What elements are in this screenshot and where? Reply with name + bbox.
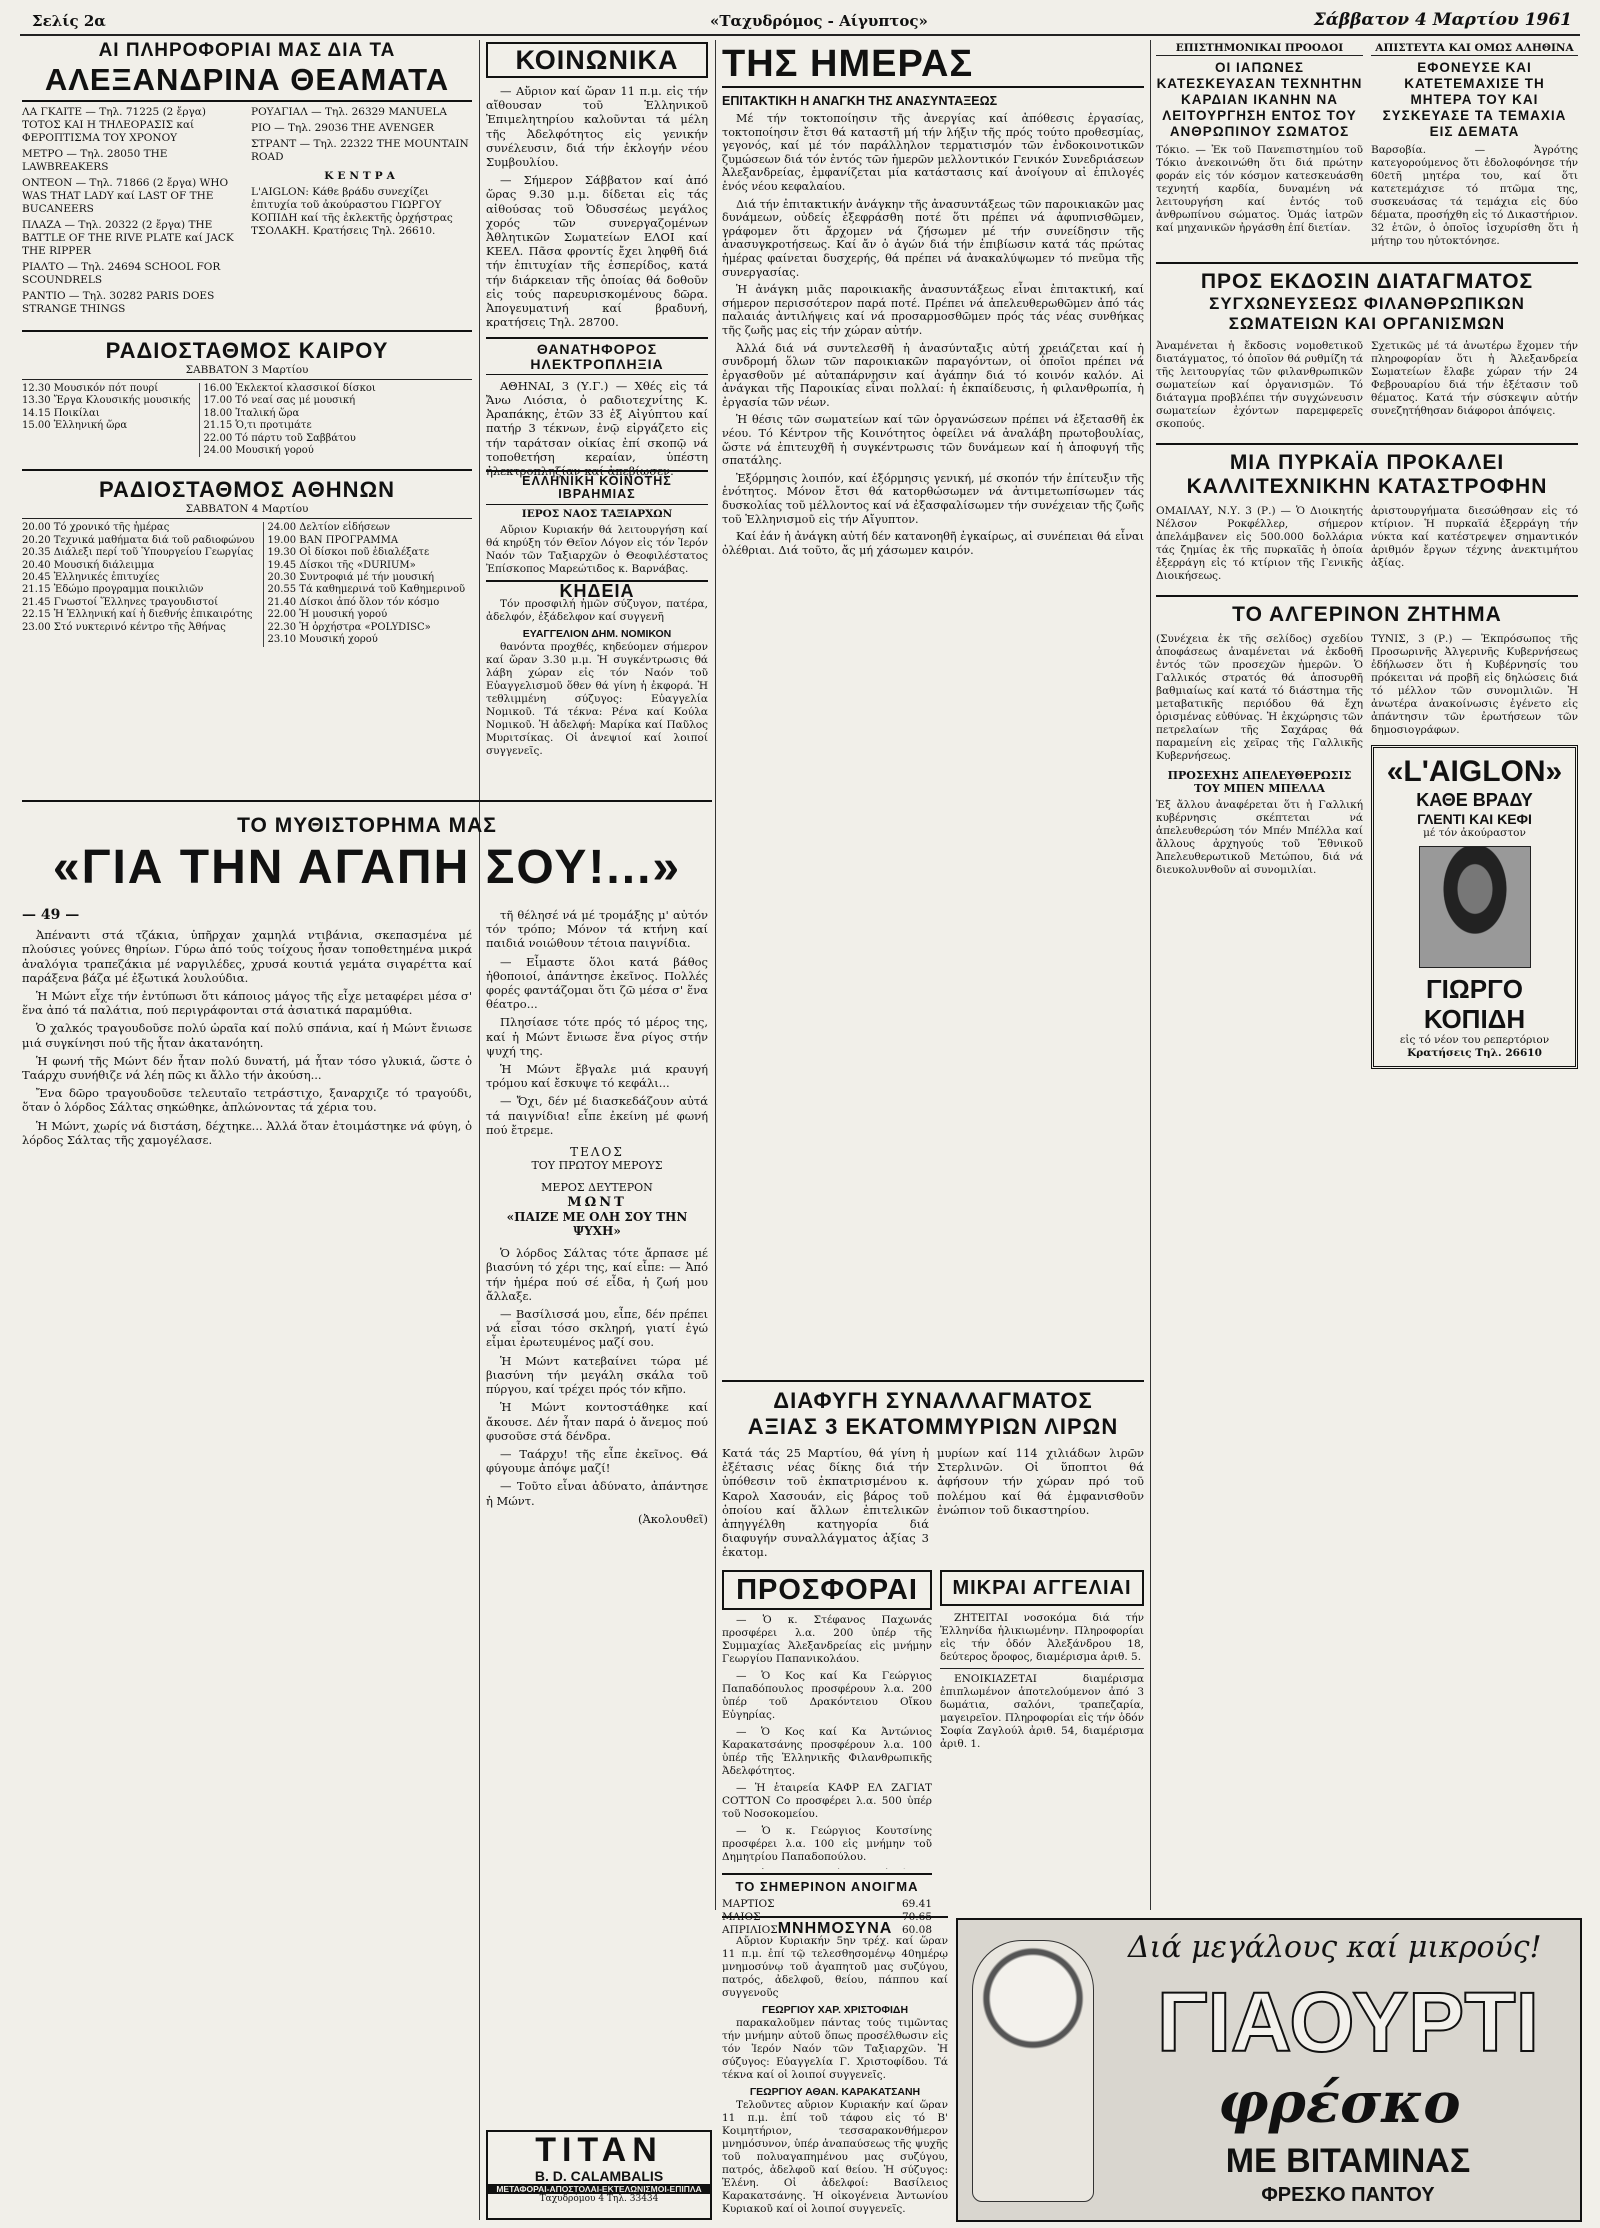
column-divider [715,40,716,1910]
editorial-title: ΤΗΣ ΗΜΕΡΑΣ [722,42,1144,88]
social-paragraph: — Αὔριον καί ὥραν 11 π.μ. εἰς τήν αἴθουσαν τοῦ Ἑλληνικοῦ Ἐπιμελητηρίου καλοῦνται τά μέλη τῆς Ἀδελφότητος εἰς γενικήν συνέλευσιν, διά τήν ἐκλογήν νέου Συμβουλίου. [486,84,708,170]
deal-subtitle: ΑΞΙΑΣ 3 ΕΚΑΤΟΜΜΥΡΙΩΝ ΛΙΡΩΝ [747,1414,1119,1439]
cinema-header-big: ΑΛΕΞΑΝΔΡΙΝΑ ΘΕΑΜΑΤΑ [22,62,472,102]
novel-paragraph: — Εἶμαστε ὅλοι κατά βάθος ἠθοποιοί, ἀπάντησε ἐκεῖνος. Πολλές φορές φαντάζομαι ὅτι ζῶ μέσα σ' ἕνα θέατρο... [486,954,708,1012]
kentra-title: ΚΕΝΤΡΑ [324,170,399,182]
yogurt-brand: φρέσκο [1218,2070,1461,2136]
kentra-text: L'AIGLON: Κάθε βράδυ συνεχίζει ἐπιτυχία τοῦ ἀκούραστου ΓΙΩΡΓΟΥ ΚΟΠΙΔΗ καί τῆς ἐκλεκτῆς ὀρχήστρας ΤΣΟΛΑΚΗ. Κρατήσεις Τηλ. 26610. [251,186,453,237]
novel-paragraph: — Βασίλισσά μου, εἶπε, δέν πρέπει νά εἶσαι τόσο σκληρή, γιατί ἐγώ εἶμαι ἐρωτευμένος μαζί σου. [486,1307,708,1350]
issue-date: Σάββατον 4 Μαρτίου 1961 [1313,10,1572,30]
funeral-name: ΕΥΑΓΓΕΛΙΟΝ ΔΗΜ. ΝΟΜΙΚΟΝ [522,628,672,640]
schedule-item: 19.45 Δίσκοι τῆς «DURIUM» [267,559,416,571]
offer-item: — Ὁ Κος καί Κα Γεώργιος Παπαδόπουλος προσφέρουν λ.α. 200 ὑπέρ τοῦ Δρακόντειου Οἴκου Εὐγηρίας. [722,1670,932,1721]
schedule-item: 19.30 Οἱ δίσκοι ποῦ ἐδιαλέξατε [267,547,430,559]
yogurt-name: ΓΙΑΟΥΡΤΙ [1157,1975,1539,2069]
schedule-item: 21.40 Δίσκοι ἀπό ὅλον τόν κόσμο [267,596,440,608]
editorial-paragraph: Ἐξόρμησις λοιπόν, καί ἐξόρμησις γενική, μέ σκοπόν τήν ἐπίτευξιν τῆς ἑνότητος. Μόνον ἔτσι θά κατορθώσωμεν νά ἀντιμετωπίσωμεν τάς δυσκολίας τοῦ μέλλοντος καί νά ἐξασφαλίσωμεν τήν συνέχειαν τῆς ζωῆς τοῦ Ἑλληνισμοῦ εἰς τήν Αἴγυπτον. [722,471,1144,526]
algeria-text-right: ΤΥΝΙΣ, 3 (Ρ.) — Ἐκπρόσωπος τῆς Προσωρινῆς Ἀλγερινῆς Κυβερνήσεως ἐδήλωσεν ὅτι ἡ Κυβέρνησίς του πρόκειται νά προβῆ εἰς δηλώσεις διά τό μέλλον τῶν συνομιλιῶν. Ἡ ἀνωτέρα ἀνακοίνωσις ἐγένετο εἰς ἀπάντησιν τῶν ἐρωτήσεων τῶν δημοσιογράφων. [1371,633,1578,736]
row-name: ΑΠΡΙΛΙΟΣ [722,1924,778,1936]
cinema-entry: ΛΑ ΓΚΑΙΤΕ — Τηλ. 71225 (2 ἔργα) ΤΟΤΟΣ ΚΑΙ Η ΤΗΛΕΟΡΑΣΙΣ καί ΦΕΡΟΠΤΙΣΜΑ ΤΟΥ ΧΡΟΝΟΥ [22,106,206,144]
aiglon-new: εἰς τό νέον του ρεπερτόριον [1399,1034,1550,1046]
science-title: ΟΙ ΙΑΠΩΝΕΣ ΚΑΤΕΣΚΕΥΑΣΑΝ ΤΕΧΝΗΤΗΝ ΚΑΡΔΙΑΝ ΙΚΑΝΗΝ ΝΑ ΛΕΙΤΟΥΡΓΗΣΗ ΕΝΤΟΣ ΤΟΥ ΑΝΘΡΩΠΙΝΟΥ ΣΩΜΑΤΟΣ [1156,60,1363,139]
ibraimia-title: ΕΛΛΗΝΙΚΗ ΚΟΙΝΟΤΗΣ ΙΒΡΑΗΜΙΑΣ [486,470,708,505]
schedule-item: 24.00 Δελτίον εἰδήσεων [267,522,391,534]
classified-item: ΖΗΤΕΙΤΑΙ νοσοκόμα διά τήν Ἑλληνίδα ἡλικιωμένην. Πληροφορίαι εἰς τήν ὁδόν Ἀλεξάνδρου 18, δεύτερος ὄροφος, διαμέρισμα ἀριθ. 5. [940,1612,1144,1669]
cinema-entry: ΣΤΡΑΝΤ — Τηλ. 22322 THE MOUNTAIN ROAD [251,138,469,163]
baby-illustration [972,1940,1094,2202]
yogurt-tagline: Διά μεγάλους καί μικρούς! [1128,1930,1542,1965]
offers-list [722,1614,932,1869]
novel-paragraph: Ἡ Μώντ κοντοστάθηκε καί ἄκουσε. Δέν ἦταν παρά ὁ ἄνεμος πού φυσοῦσε στά δένδρα. [486,1400,708,1443]
column-divider [1150,40,1151,1910]
schedule-item: 23.00 Στό νυκτερινό κέντρο τῆς Ἀθήνας [22,621,226,633]
deal-title: ΔΙΑΦΥΓΗ ΣΥΝΑΛΛΑΓΜΑΤΟΣ [722,1380,1144,1414]
novel-paragraph: Ἡ Μώντ εἶχε τήν ἐντύπωσι ὅτι κάποιος μάγος τῆς εἶχε μεταφέρει μέσα σ' ἕνα ἀπό τά παλάτια, πού περιγράφονται στά ἀσιατικά παραμύθια. [22,989,472,1018]
editorial-paragraph: Καί ἐάν ἡ ἀνάγκη αὐτή δέν κατανοηθῆ ἐγκαίρως, αἱ συνέπειαι θά εἶναι ὀλέθριαι. Διά τοῦτο, ἄς μή χάσωμεν καιρόν. [722,530,1144,557]
novel-paragraph: τῆ θέλησέ νά μέ τρομάξης μ' αὐτόν τόν τρόπο; Μόνον τά κτήνη καί παιδιά νοιώθουν τέτοια παιγνίδια. [486,908,708,951]
radio-athens-schedule [22,522,472,646]
radio-athens-right [263,522,466,646]
cinema-list-right [251,106,472,316]
column-divider [479,40,480,2220]
fire-text [1156,505,1578,583]
aiglon-with: μέ τόν ἀκούραστον [1423,827,1526,839]
radio-cairo-date: ΣΑΒΒΑΤΟΝ 3 Μαρτίου [22,364,472,380]
radio-athens-title: ΡΑΔΙΟΣΤΑΘΜΟΣ ΑΘΗΝΩΝ [22,469,472,503]
radio-cairo-schedule [22,383,472,457]
row-value: 69.41 [901,1898,932,1910]
science-label: ΕΠΙΣΤΗΜΟΝΙΚΑΙ ΠΡΟΟΔΟΙ [1156,42,1363,56]
editorial-paragraph: Ἀλλά διά νά συντελεσθῆ ἡ ἀνασύνταξις αὐτή χρειάζεται καί ἡ συνδρομή ὅλων τῶν παροικιακῶν παραγόντων, οἱ ὁποῖοι πρέπει νά ἐργασθοῦν μέ αὐταπάρνησιν καί ἀγάπην διά τό κοινόν καλόν. Αἱ ἀνάγκαι τῆς Παροικίας εἶναι πολλαί: ἡ ἐκπαίδευσις, ἡ φιλανθρωπία, ἡ ἐργασία τῶν νέων. [722,341,1144,409]
titan-company: B. D. CALAMBALIS [534,2168,664,2184]
novel-number: — 49 — [22,908,80,923]
editorial-subtitle: ΕΠΙΤΑΚΤΙΚΗ Η ΑΝΑΓΚΗ ΤΗΣ ΑΝΑΣΥΝΤΑΞΕΩΣ [722,94,998,108]
decree-title: ΠΡΟΣ ΕΚΔΟΣΙΝ ΔΙΑΤΑΓΜΑΤΟΣ [1156,262,1578,294]
yogurt-vitamins: ΜΕ ΒΙΤΑΜΙΝΑΣ [1225,2142,1471,2180]
aiglon-phone: Κρατήσεις Τηλ. 26610 [1407,1047,1542,1059]
part-subtitle: «ΠΑΙΖΕ ΜΕ ΟΛΗ ΣΟΥ ΤΗΝ ΨΥΧΗ» [506,1209,688,1239]
titan-name: TITAN [535,2131,663,2169]
funeral-text: Τόν προσφιλή ἡμῶν σύζυγον, πατέρα, ἀδελφόν, ἐξάδελφον καί συγγενῆ [486,598,708,623]
memorial-text-3: Τελοῦντες αὔριον Κυριακήν καί ὥραν 11 π.μ. ἐπί τοῦ τάφου εἰς τό Β' Κοιμητήριον, τεσσαρακονθήμερον μνημόσυνον, ὑπέρ ἀναπαύσεως τῆς ψυχῆς τοῦ πολυαγαπημένου μας συζύγου, πατρός, ἀδελφοῦ καί θείου. Ἡ σύζυγος: Ἑλένη. Οἱ ἀδελφοί: Βασίλειος Καρακατσάνης. Ἡ οἰκογένεια Ἀντωνίου Κυριακοῦ καί οἱ λοιποί συγγενεῖς. [722,2099,948,2215]
deal-text-left: Κατά τάς 25 Μαρτίου, θά γίνη ἡ ἐξέτασις νέας δίκης διά τήν ὑπόθεσιν τοῦ ἐκπατρισμένου κ. Καρολ Χασουάν, εἰς βάρος τοῦ ὁποίου καί ἄλλων ἐπιτελικῶν ἀπηγγέλθη κατηγορία διά διαφυγήν συναλλάγματος ἀξίας 3 ἑκατομ. [722,1446,929,1560]
column-4 [722,42,1144,1362]
part-name: ΜΩΝΤ [567,1194,627,1210]
schedule-item: 16.00 Ἐκλεκτοί κλασσικοί δίσκοι [203,383,376,394]
science-text: Τόκιο. — Ἐκ τοῦ Πανεπιστημίου τοῦ Τόκιο ἀνεκοινώθη ὅτι διά πρώτην φοράν εἰς τόν κόσμον κατεσκευάσθη τεχνητή καρδία, δυναμένη νά λειτουργήση καί ἐντός τοῦ ἀνθρωπίνου σώματος. Ὁμάς ἰατρῶν καί μηχανικῶν ἠργάσθη ἐπί διετίαν. [1156,144,1363,234]
science-block [1156,42,1363,248]
offer-item: — Ὁ κ. Γεώργιος Κουτσίνης προσφέρει λ.α. 100 εἰς μνήμην τοῦ Δημητρίου Παπαδοπούλου. [722,1825,932,1863]
radio-cairo-left [22,383,191,457]
cinema-entry: ΡΙΟ — Τηλ. 29036 THE AVENGER [251,122,434,134]
row-value: 60.08 [901,1924,932,1936]
odd-news-block [1371,42,1578,248]
aiglon-artist: ΓΙΩΡΓΟ ΚΟΠΙΔΗ [1423,974,1526,1034]
row-name: ΜΑΙΟΣ [722,1911,761,1923]
ibraimia-text: Αὔριον Κυριακήν θά λειτουργήση καί θά κηρύξη τόν Θεῖον Λόγον εἰς τόν Ἱερόν Ναόν τῶν Ταξιαρχῶν ὁ Θεοφιλέστατος Ἐπίσκοπος Μαρεώτιδος κ. Βαρνάβας. [486,524,708,575]
schedule-item: 18.00 Ἰταλική ὥρα [203,407,300,419]
algeria-section: ΠΡΟΣΕΧΗΣ ΑΠΕΛΕΥΘΕΡΩΣΙΣ ΤΟΥ ΜΠΕΝ ΜΠΕΛΛΑ [1167,769,1352,795]
yogurt-slogan: ΦΡΕΣΚΟ ΠΑΝΤΟΥ [1261,2184,1435,2206]
schedule-item: 23.10 Μουσική χορού [267,634,378,646]
masthead [20,6,1580,36]
fire-title: ΜΙΑ ΠΥΡΚΑΪΑ ΠΡΟΚΑΛΕΙ [1156,443,1578,475]
deal-block [722,1380,1144,1560]
row-name: ΜΑΡΤΙΟΣ [722,1898,775,1910]
offer-item: — Ἡ ἑταιρεία ΚΑΦΡ ΕΛ ΖΑΓΙΑΤ COTTON Co προσφέρει λ.α. 500 ὑπέρ τοῦ Νοσοκομείου. [722,1782,932,1820]
fire-text-left: ΟΜΑΙΛΑΥ, Ν.Υ. 3 (Ρ.) — Ὁ Διοικητής Νέλσον Ροκφέλλερ, σήμερον ἀπελάμβανεν εἰς 500.000 δολλάρια τάς ζημίας ἐκ τῆς πυρκαϊᾶς ἡ ὁποία ἐξερράγη εἰς τό κτίριον τῆς Γενικῆς Διοικήσεως. [1156,505,1363,582]
algeria-title: ΤΟ ΑΛΓΕΡΙΝΟΝ ΖΗΤΗΜΑ [1156,595,1578,627]
novel-paragraph: — Τοῦτο εἶναι ἀδύνατο, ἀπάντησε ἡ Μώντ. [486,1479,708,1508]
algeria-left [1156,633,1363,1069]
table-row [722,1898,932,1911]
notices-col3 [486,470,708,795]
schedule-item: 20.40 Μουσική διάλειμμα [22,559,155,571]
decree-subtitle: ΣΥΓΧΩΝΕΥΣΕΩΣ ΦΙΛΑΝΘΡΩΠΙΚΩΝ ΣΩΜΑΤΕΙΩΝ ΚΑΙ ΟΡΓΑΝΙΣΜΩΝ [1209,294,1525,333]
radio-athens-left [22,522,255,646]
novel-paragraph: — Ταάρχυ! τῆς εἶπε ἐκεῖνος. Θά φύγουμε ἀπόψε μαζί! [486,1446,708,1476]
schedule-item: 20.00 Τό χρονικό τῆς ἡμέρας [22,522,170,534]
paper-name: «Ταχυδρόμος - Αίγυπτος» [710,12,928,30]
novel-header [22,800,712,898]
schedule-item: 20.55 Τά καθημερινά τοῦ Καθημερινοῦ [267,584,466,596]
cinema-header-small: ΑΙ ΠΛΗΡΟΦΟΡΙΑΙ ΜΑΣ ΔΙΑ ΤΑ [98,40,396,61]
algeria-right [1371,633,1578,1069]
titan-services: ΜΕΤΑΦΟΡΑΙ-ΑΠΟΣΤΟΛΑΙ-ΕΚΤΕΛΩΝΙΣΜΟΙ-ΕΠΙΠΛΑ [488,2184,710,2194]
decree-text [1156,340,1578,431]
novel-paragraph: Ἀπέναντι στά τζάκια, ὑπῆρχαν χαμηλά ντιβάνια, σκεπασμένα μέ πλούσιες γούνες θηρίων. Γύρω ἀπό τούς τοίχους ἦσαν τοποθετημένα μικρά ἀναλόγια τραπεζάκια μέ ναργιλέδες, χρυσά κουτιά γεμάτα σιγαρέττα καί παράξενα βάζα μέ ἐξωτικά λουλούδια. [22,928,472,985]
fire-subtitle: ΚΑΛΛΙΤΕΧΝΙΚΗΝ ΚΑΤΑΣΤΡΟΦΗΝ [1186,475,1548,498]
schedule-item: 13.30 Ἔργα Κλουσικής μουσικής [22,395,191,407]
cinema-entry: ΡΑΝΤΙΟ — Τηλ. 30282 PARIS DOES STRANGE THINGS [22,290,215,315]
aiglon-name: «L'AIGLON» [1386,755,1563,788]
offer-item: — Ὁ κ. Στέφανος Παχωνάς προσφέρει λ.α. 200 ὑπέρ τῆς Συμμαχίας Ἀλεξανδρείας εἰς μνήμην Γεωργίου Παπανικολάου. [722,1614,932,1665]
schedule-item: 19.00 ΒΑΝ ΠΡΟΓΡΑΜΜΑ [267,534,399,546]
algeria-row [1156,633,1578,1069]
odd-news-text: Βαρσοβία. — Ἀγρότης κατεγορούμενος ὅτι ἐδολοφόνησε τήν 60ετῆ μητέρα του, καί ὅτι κατετεμάχισε τό πτῶμα της, συσκευάσας τά τεμάχια εἰς δύο δέματα, προσήχθη εἰς τό Δικαστήριον. 32 ἐτῶν, ὁ ὁποῖος ἰσχυρίσθη ὅτι ἡ μήτηρ του ηὐτοκτόνησε. [1371,144,1578,247]
funeral-title: ΚΗΔΕΙΑ [486,580,708,598]
aiglon-ad [1371,745,1578,1069]
editorial-paragraph: Μέ τήν τοκτοποίησιν τῆς ἀνεργίας καί ἀπόθεσις ἐργασίας, τοκτοποίησιν ἔτσι θά καταστῆ μή τήν λήξιν τῆς πρός τούτο προθεσμίας, γεγονός, καί μέ τόν παράλληλον τερματισμόν τῶν ἐνδοκοινοτικῶν ζυμώσεων διά τόν ἐντός τῶν ἡμερῶν μελλοντικόν Γενικόν Συνεδριάσεων Ἀλεξανδρείας, ἐμφανίζεται μία κατάστασις καί ἀνοίγουν αἱ ἐπιλογές ἑνός νέου κεφαλαίου. [722,112,1144,193]
row-value: 70.65 [901,1911,932,1923]
novel-paragraph: Ἡ Μώντ ἔβγαλε μιά κραυγή τρόμου καί ἔσκυψε τό κεφάλι... [486,1062,708,1091]
funeral-text-2: θανόντα προχθές, κηδεύομεν σήμερον καί ὥραν 3.30 μ.μ. Ἡ συγκέντρωσις θά λάβη χώραν εἰς τόν Ναόν τοῦ Εὐαγγελισμοῦ ὅθεν θά γίνη ἡ ἐκφορά. Ἡ τεθλιμμένη σύζυγος: Εὐαγγελία Νομικοῦ. Τά τέκνα: Ρένα καί Κούλα Νομικοῦ. Ἡ ἀδελφή: Μαρίκα καί Παῦλος Μυριτσίκας. Οἱ ἀνεψιοί καί λοιποί συγγενεῖς. [486,641,708,757]
schedule-item: 21.15 Ἐδώμο προγραμμα ποικιλιῶν [22,584,204,596]
deal-text [722,1446,1144,1560]
schedule-item: 15.00 Ἑλληνική ὥρα [22,420,128,432]
singer-photo [1419,846,1531,968]
schedule-item: 20.35 Διάλεξι περί τοῦ Ὑπουργείου Γεωργίας [22,547,254,559]
cinema-entry: ΡΟΥΑΓΙΑΛ — Τηλ. 26329 MANUELA [251,106,447,118]
science-odd-row [1156,42,1578,248]
schedule-item: 21.45 Γνωστοί Ἕλληνες τραγουδιστοί [22,596,218,608]
fire-text-right: ἀριστουργήματα διεσώθησαν εἰς τό κτίριον. Ἡ πυρκαϊά ἐξερράγη τήν νύκτα καί κατέστρεψεν σημαντικόν ἀριθμόν ἔργων τέχνης ἀνεκτιμήτου ἀξίας. [1371,505,1578,569]
odd-news-title: ΕΦΟΝΕΥΣΕ ΚΑΙ ΚΑΤΕΤΕΜΑΧΙΣΕ ΤΗ ΜΗΤΕΡΑ ΤΟΥ ΚΑΙ ΣΥΣΚΕΥΑΣΕ ΤΑ ΤΕΜΑΧΙΑ ΕΙΣ ΔΕΜΑΤΑ [1382,60,1567,139]
novel-label: ΤΟ ΜΥΘΙΣΤΟΡΗΜΑ ΜΑΣ [237,814,497,837]
cinema-entry: ΟΝΤΕΟΝ — Τηλ. 71866 (2 ἔργα) WHO WAS THAT LADY καί LAST OF THE BUCANEERS [22,177,229,215]
yogurt-ad [956,1918,1582,2222]
memorial-name-2: ΓΕΩΡΓΙΟΥ ΑΘΑΝ. ΚΑΡΑΚΑΤΣΑΝΗ [749,2086,921,2098]
editorial-paragraph: Διά τήν ἐπιτακτικήν ἀνάγκην τῆς ἀνασυντάξεως τῶν παροικιακῶν μας δυνάμεων, οὐδείς ἐξεφράσθη ποτέ ὅτι πρέπει νά ἀφυπνισθῶμεν, γράφομεν ὅτι ἄρχομεν νά ζήσωμεν μέ τήν συνείδησιν τῆς ἀνασυγκροτήσεως. Καί ἄν ὁ ἀγών διά τήν ἐπιβίωσιν κατά τάς πρώτας ἡμέρας φαίνεται δυσχερής, θά πρέπει νά ἀνακαλύψωμεν τό πνεῦμα τῆς συνεργασίας. [722,197,1144,279]
classifieds-list [940,1612,1144,1751]
novel-paragraph: — Ὄχι, δέν μέ διασκεδάζουν αὐτά τά παιγνίδια! εἶπε ἐκείνη μέ φωνή πού ἔτρεμε. [486,1094,708,1137]
radio-cairo-title: ΡΑΔΙΟΣΤΑΘΜΟΣ ΚΑΙΡΟΥ [22,330,472,364]
memorial-title: ΜΝΗΜΟΣΥΝΑ [777,1920,893,1937]
memorial-text: Αὔριον Κυριακήν 5ην τρέχ. καί ὥραν 11 π.μ. ἐπί τῷ τελεσθησομένῳ 40ημέρῳ μνημοσύνῳ τοῦ ἀγαπητοῦ μας συζύγου, πατρός, ἀδελφοῦ, θείου, πάππου καί συγγενοῦς [722,1935,948,1999]
schedule-item: 20.45 Ἑλληνικές ἐπιτυχίες [22,572,160,584]
odd-news-label: ΑΠΙΣΤΕΥΤΑ ΚΑΙ ΟΜΩΣ ΑΛΗΘΙΝΑ [1371,42,1578,56]
novel-paragraph: Ἔνα δῶρο τραγουδοῦσε τελευταῖο τετράστιχο, ξαναρχιζε τό τραγούδι, ὅταν ὁ λόρδος Σάλτας σηκώθηκε, ἀπλώνοντας τά χέρια του. [22,1086,472,1115]
novel-paragraph: Πλησίασε τότε πρός τό μέρος της, καί ἡ Μώντ ἔνιωσε ἕνα ρίγος στήν ψυχή της. [486,1015,708,1058]
memorial-name-1: ΓΕΩΡΓΙΟΥ ΧΑΡ. ΧΡΙΣΤΟΦΙΔΗ [761,2004,909,2016]
masthead-rule [20,34,1580,36]
schedule-item: 12.30 Μουσικόν πότ πουρί [22,383,159,394]
classifieds-block [940,1570,1144,1755]
schedule-item: 22.15 Ἡ Ἑλληνική καί ἡ διεθνής ἐπικαιρότης [22,609,253,621]
decree-text-left: Ἀναμένεται ἡ ἔκδοσις νομοθετικοῦ διατάγματος, τό ὁποῖον θά ρυθμίζη τά τῆς λειτουργίας τῶν φιλανθρωπικῶν σωματείων καί ὀργανισμῶν. Τό διάταγμα προβλέπει τήν συγχώνευσιν σωματείων ἐχόντων παρεμφερεῖς σκοπούς. [1156,340,1363,430]
novel-paragraph: Ὁ λόρδος Σάλτας τότε ἄρπασε μέ βιασύνη τό χέρι της, καί εἶπε: — Ἀπό τήν ἡμέρα πού σέ εἶδα, ἡ ζωή μου ἄλλαξε. [486,1246,708,1303]
novel-paragraph: Ἡ Μώντ κατεβαίνει τώρα μέ βιασύνη τήν μεγάλη σκάλα τοῦ πύργου, καί τρέχει πρός τόν κῆπο. [486,1353,708,1397]
algeria-text-left: (Συνέχεια ἐκ τῆς σελίδος) σχεδίου ἀποφάσεως ἀναμένεται νά ἐκδοθῆ ἐντός τῶν προσεχῶν ἡμερῶν. Ὁ Γαλλικός στρατός θά ἀποσυρθῆ βαθμιαίως καί κατά τό διάστημα τῆς μεταβατικῆς περιόδου θά ἔχη ὁρισμένας εὐθύνας. Ἡ ἐκχώρησις τῶν πετρελαίων τῆς Σαχάρας θά παραμείνη εἰς χεῖρας τῆς Γαλλικῆς Κυβερνήσεως. [1156,633,1363,762]
cinema-list-left [22,106,243,316]
schedule-item: 17.00 Τό νεαί σας μέ μουσική [203,395,356,407]
social-title: ΚΟΙΝΩΝΙΚΑ [486,42,708,78]
decree-text-right: Σχετικῶς μέ τά ἀνωτέρω ἔχομεν τήν πληροφορίαν ὅτι ἡ Ἀλεξανδρεία Σωματείων ἔλαβε χώραν τήν 24 Φεβρουαρίου διά τήν ἐξέτασιν τοῦ θέματος. Κατά τήν σύσκεψιν αὐτήν συνεζητήθησαν διάφοροι ἀπόψεις. [1371,340,1578,417]
schedule-item: 20.20 Τεχνικά μαθήματα διά τοῦ ραδιοφώνου [22,534,255,546]
editorial-paragraph: Ἡ ἀνάγκη μιᾶς παροικιακῆς ἀνασυντάξεως εἶναι ἐπιτακτική, καί σήμερον περισσότερον παρά ποτέ. Πρέπει νά ἀπελευθερωθῶμεν ἀπό τάς παλαιάς ἀντιλήψεις καί νά προσαρμοσθῶμεν πρός τάς νέας συνθήκας τῆς ζωῆς μας εἰς τήν χώραν αὐτήν. [722,283,1144,337]
ibraimia-subtitle: ΙΕΡΟΣ ΝΑΟΣ ΤΑΞΙΑΡΧΩΝ [521,508,673,520]
cinema-entry: ΡΙΑΛΤΟ — Τηλ. 24694 SCHOOL FOR SCOUNDRELS [22,261,221,286]
offers-block [722,1570,932,1937]
end-of-part [486,1145,708,1238]
novel-paragraph: Ἡ φωνή τῆς Μώντ δέν ἦταν πολύ δυνατή, μά ἦταν τόσο γλυκιά, ὥστε ὁ Ταάρχυ συνήθιζε νά λέη πῶς κι ἄλλο τήν ἀκούση... [22,1053,472,1083]
deal-text-right: μυρίων καί 114 χιλιάδων λιρῶν Στερλινῶν. Οἱ ὕποπτοι θά ἀφήσουν τήν χώραν πρό τοῦ πολέμου καί θά ἐμφανισθοῦν ἐνώπιον τοῦ δικαστηρίου. [937,1446,1144,1517]
novel-col-1 [22,908,472,2208]
aiglon-when: ΚΑΘΕ ΒΡΑΔΥ [1416,790,1533,810]
social-paragraph: — Σήμερον Σάββατον καί ἀπό ὥρας 9.30 μ.μ. δίδεται εἰς τάς αἰθούσας τοῦ Ὀδυσσέως μεγάλος χορός τῶν συνεργαζομένων Ἀθλητικῶν Σωματείων ΕΛΟΙ καί ΚΕΕΛ. Πᾶσα φροντίς ἔχει ληφθῆ διά τήν ἐπιτυχίαν τῆς ἑσπερίδος, κατά τήν διάρκειαν τῆς ὁποίας θά δοθοῦν εἰς τούς παρευρισκομένους δῶρα. Ἀπογευματινή καί βραδυνή, κρατήσεις Τηλ. 28700. [486,173,708,330]
radio-athens-date: ΣΑΒΒΑΤΟΝ 4 Μαρτίου [22,503,472,519]
column-1 [22,40,472,647]
novel-title: «ΓΙΑ ΤΗΝ ΑΓΑΠΗ ΣΟΥ!...» [52,841,682,894]
schedule-item: 21.15 Ὁ,τι προτιμάτε [203,420,312,432]
titan-address: Ταχυδρόμου 4 Τηλ. 33434 [539,2194,659,2204]
cinema-entry: ΠΛΑΖΑ — Τηλ. 20322 (2 ἔργα) THE BATTLE OF THE RIVE PLATE καί JACK THE RIPPER [22,219,234,257]
aiglon-fun: ΓΛΕΝΤΙ ΚΑΙ ΚΕΦΙ [1417,811,1532,827]
novel-continued: (Ἀκολουθεῖ) [638,1511,708,1526]
schedule-item: 20.30 Συντροφιά μέ τήν μουσική [267,572,435,584]
column-5 [1156,42,1578,1069]
offers-title: ΠΡΟΣΦΟΡΑΙ [722,1570,932,1610]
today-label: ΤΟ ΣΗΜΕΡΙΝΟΝ ΑΝΟΙΓΜΑ [722,1873,932,1894]
schedule-item: 14.15 Ποικίλαι [22,407,100,419]
cinema-listings [22,106,472,316]
part-second-label: ΜΕΡΟΣ ΔΕΥΤΕΡΟΝ [541,1181,653,1195]
titan-ad [486,2130,712,2220]
schedule-item: 22.00 Ἡ μουσική γορού [267,609,388,621]
offer-item [722,1868,932,1869]
editorial-body [722,112,1144,1362]
novel-col-2 [486,908,708,2208]
page-number: Σελίς 2α [32,12,106,30]
editorial-paragraph: Ἡ θέσις τῶν σωματείων καί τῶν ὀργανώσεων πρέπει νά ἐξετασθῆ ἐκ νέου. Τό Κέντρον τῆς Κοινότητος ὀφείλει νά ἀναλάβη πρωτοβουλίας, ὥστε νά ἐπιτευχθῆ ἡ συγκέντρωσις τῶν δυνάμεων καί ἡ ἀποφυγή τῆς σπατάλης. [722,413,1144,468]
classified-item: ΕΝΟΙΚΙΑΖΕΤΑΙ διαμέρισμα ἐπιπλωμένον ἀποτελούμενον ἀπό 3 δωμάτια, σαλόνι, τραπεζαρία, μαγειρεῖον. Πληροφορίαι εἰς τήν ὁδόν Σοφία Ζαγλούλ ἀριθ. 54, διαμέρισμα ἀριθ. 1. [940,1673,1144,1750]
memorials-column [722,1916,948,2222]
offer-item: — Ὁ Κος καί Κα Ἀντώνιος Καρακατσάνης προσφέρουν λ.α. 100 ὑπέρ τῆς Ἑλληνικῆς Φιλανθρωπικῆς Ἀδελφότητος. [722,1726,932,1777]
part-first-label: ΤΟΥ ΠΡΩΤΟΥ ΜΕΡΟΥΣ [531,1159,663,1173]
memorial-text-2: παρακαλοῦμεν πάντας τούς τιμῶντας τήν μνήμην αὐτοῦ ὅπως προσέλθωσιν εἰς τόν Ἱερόν Ναόν τῶν Ταξιαρχῶν. Ἡ σύζυγος: Εὐαγγελία Γ. Χριστοφίδου. Τά τέκνα καί οἱ λοιποί συγγενεῖς. [722,2017,948,2081]
telos-label: ΤΕΛΟΣ [570,1145,624,1160]
death-title: ΘΑΝΑΤΗΦΟΡΟΣ ΗΛΕΚΤΡΟΠΛΗΞΙΑ [486,337,708,374]
schedule-item: 24.00 Μουσική γορού [203,445,314,457]
schedule-item: 22.00 Τό πάρτυ τοῦ Σαββάτου [203,432,356,444]
cinema-entry: ΜΕΤΡΟ — Τηλ. 28050 THE LAWBREAKERS [22,148,168,173]
schedule-item: 22.30 Ἡ ὀρχήστρα «POLYDISC» [267,621,431,633]
novel-paragraph: Ὁ χαλκός τραγουδοῦσε πολύ ὡραῖα καί πολύ σπάνια, καί ἡ Μώντ ἔνιωσε μιά συγκίνησι πού τῆς ἦταν ἀκατανόητη. [22,1021,472,1050]
radio-cairo-right [199,383,376,457]
classifieds-title: ΜΙΚΡΑΙ ΑΓΓΕΛΙΑΙ [940,1570,1144,1606]
death-text: ΑΘΗΝΑΙ, 3 (Υ.Γ.) — Χθές εἰς τά Ἄνω Λιόσια, ὁ ραδιοτεχνίτης Κ. Ἀραπάκης, ἐτῶν 33 ἐξ Αἰγύπτου καί πατήρ 3 τέκνων, ἐνῷ εἰργάζετο εἰς τήν ταράτσαν οἰκίας ἐπί σκοπῷ νά τοποθετήση κεραίαν, ὑπέστη ἠλεκτροπληξίαν καί ἀπεβίωσεν. [486,378,708,479]
algeria-text-3: Ἐξ ἄλλου ἀναφέρεται ὅτι ἡ Γαλλική κυβέρνησις σκέπτεται νά ἀπελευθερώση τόν Μπέν Μπέλλα καί ἄλλους ἀρχηγούς τοῦ Ἐθνικοῦ Ἀπελευθερωτικοῦ Μετώπου, διά νά διευκολυνθοῦν αἱ συνομιλίαι. [1156,799,1363,876]
novel-paragraph: Ἡ Μώντ, χωρίς νά διστάση, δέχτηκε... Ἀλλά ὅταν ἐτοιμάστηκε νά φύγη, ὁ λόρδος Σάλτας τῆς χαμογέλασε. [22,1118,472,1147]
